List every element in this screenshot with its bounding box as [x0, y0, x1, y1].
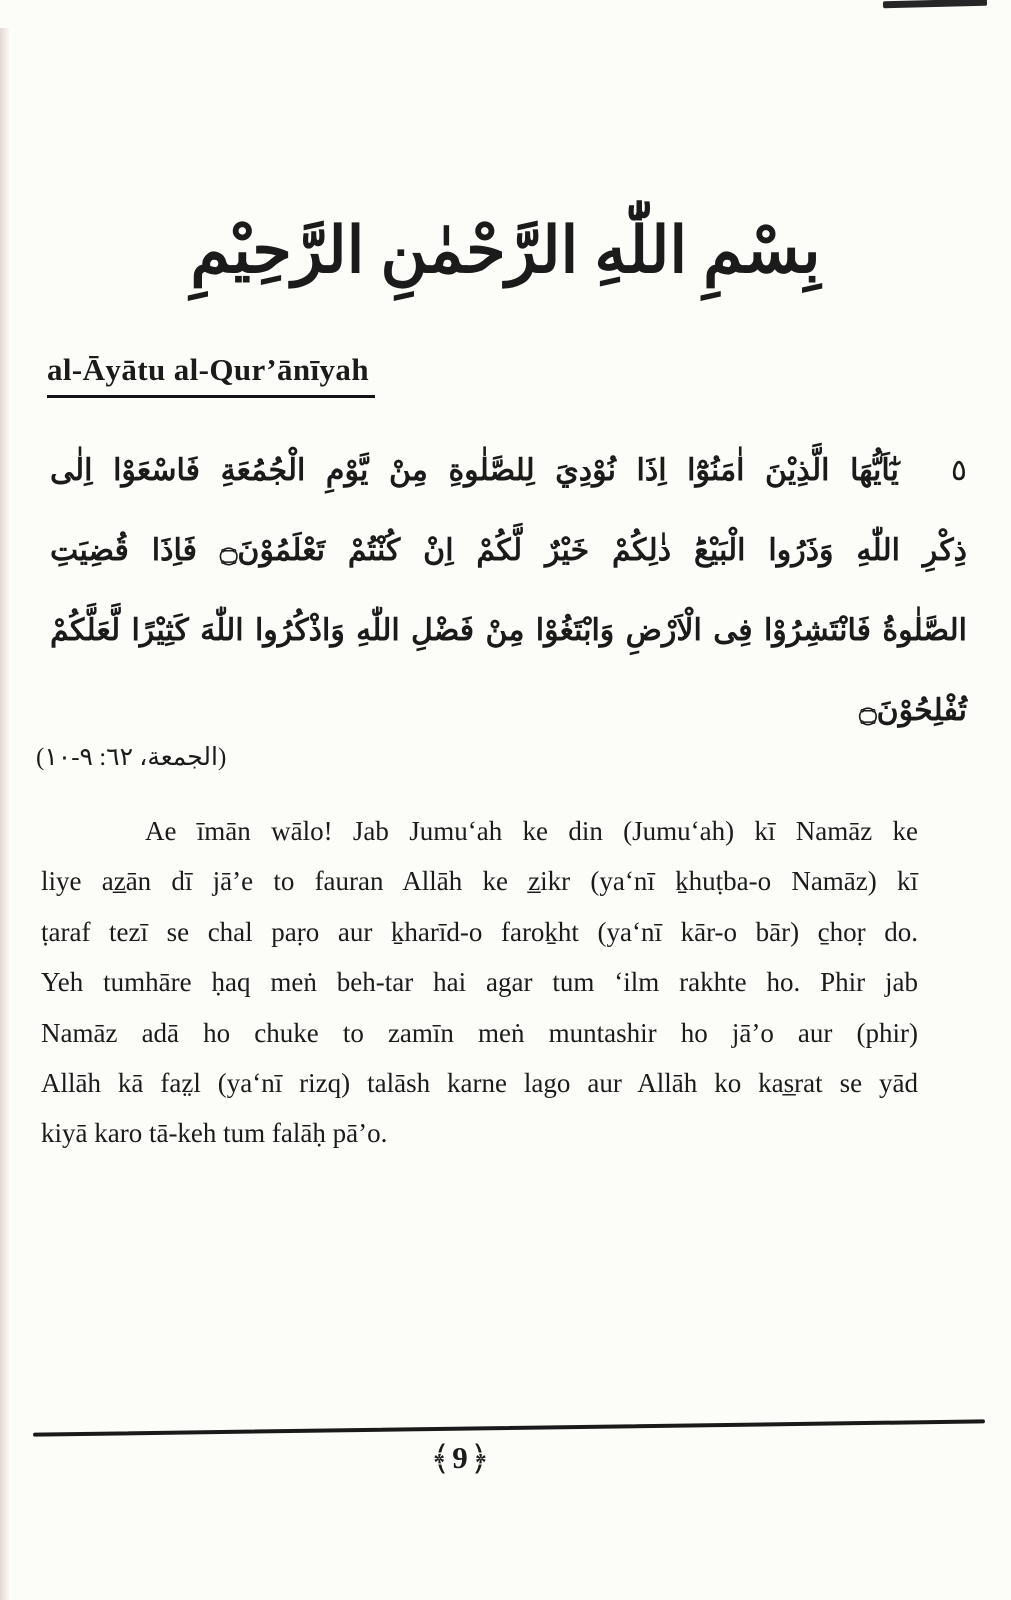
translation-line: Allāh kā faz̤l (ya‘nī rizq) talāsh karne lago aur Allāh ko kas̲rat se yād	[41, 1067, 918, 1098]
translation-line: Ae īmān wālo! Jab Jumu‘ah ke din (Jumu‘ah) kī Namāz ke	[145, 816, 918, 846]
footer-divider	[33, 1419, 985, 1436]
ornate-bracket-right-icon: ﴿	[469, 1441, 490, 1478]
page-number: 9	[452, 1440, 468, 1475]
translation-line: liye az̲ān dī jā’e to fauran Allāh ke z̲ikr (ya‘nī ḵhuṭba-o Namāz) kī	[41, 866, 918, 897]
quran-verse-line: تُفْلِحُوْنَ۝	[859, 694, 967, 727]
bismillah-calligraphy: بِسْمِ اللّٰهِ الرَّحْمٰنِ الرَّحِيْمِ	[190, 215, 821, 286]
quran-verse-block	[50, 434, 967, 748]
translation-line: Yeh tumhāre ḥaq meṅ beh-tar hai agar tum ‘ilm rakhte ho. Phir jab	[41, 967, 918, 998]
translation-line: Namāz adā ho chuke to zamīn meṅ muntashir ho jā’o aur (phir)	[41, 1017, 918, 1048]
ornate-bracket-left-icon: ﴾	[430, 1441, 451, 1478]
scan-corner-mark	[883, 0, 987, 8]
quran-verse-line: الصَّلٰوةُ فَانْتَشِرُوْا فِى الْاَرْضِ وَابْتَغُوْا مِنْ فَضْلِ اللّٰهِ وَاذْكُرُوا اللّٰهَ كَثِيْرًا لَّعَلَّكُمْ	[50, 614, 967, 647]
translation-paragraph	[41, 806, 918, 1159]
verse-reference: (الجمعة، ٦٢: ٩-١٠)	[36, 744, 227, 771]
quran-verse-line	[50, 434, 967, 514]
quran-verse-text: يٰٓاَيُّهَا الَّذِيْنَ اٰمَنُوْٓا اِذَا نُوْدِيَ لِلصَّلٰوةِ مِنْ يَّوْمِ الْجُمُعَةِ فَاسْعَوْا اِلٰى	[50, 454, 899, 487]
translation-line: ṭaraf tezī se chal paṛo aur ḵharīd-o faroḵht (ya‘nī kār-o bār) c̱hoṛ do.	[41, 916, 918, 947]
translation-line: kiyā karo tā-keh tum falāḥ pā’o.	[41, 1118, 388, 1149]
quran-verse-line: ذِكْرِ اللّٰهِ وَذَرُوا الْبَيْعَؕ ذٰلِكُمْ خَيْرٌ لَّكُمْ اِنْ كُنْتُمْ تَعْلَمُوْنَ۝ فَاِذَا قُضِيَتِ	[50, 534, 968, 567]
ayah-start-marker: ٥	[950, 454, 967, 487]
footer-page-number	[0, 1436, 920, 1477]
section-heading: al-Āyātu al-Qur’ānīyah	[47, 352, 375, 398]
